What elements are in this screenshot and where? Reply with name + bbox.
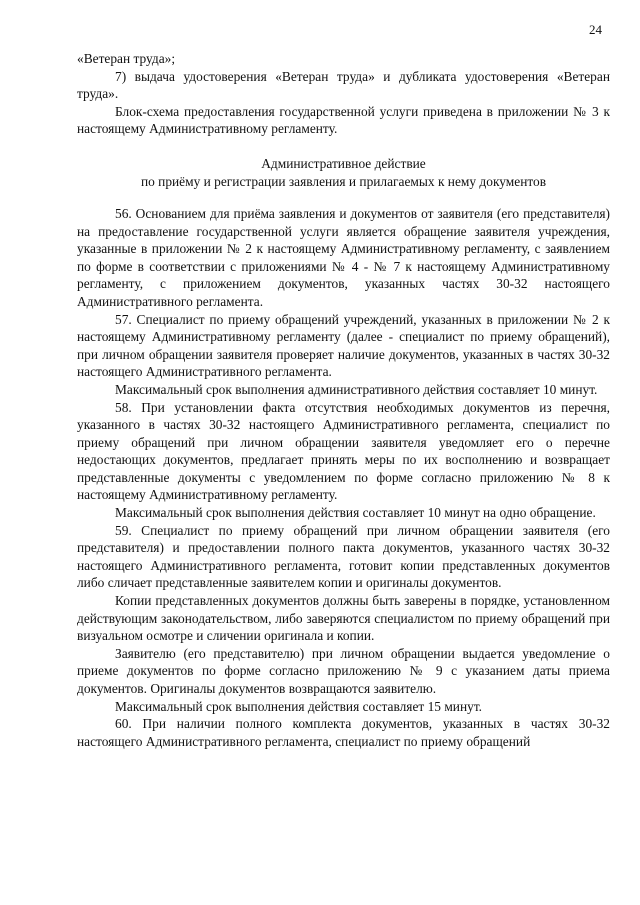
paragraph-58-time: Максимальный срок выполнения действия составляет 10 минут на одно обращение.	[115, 505, 596, 521]
section-title-line1: Административное действие	[261, 155, 426, 171]
paragraph-59-time: Максимальный срок выполнения действия составляет 15 минут.	[115, 698, 483, 714]
paragraph-57: 57. Специалист по приему обращений учреждений, указанных в приложении № 2 к настоящему Административному регламенту (далее - специалист по приему обращений), при личном обращении заявителя проверяет наличие документов, указанных в частях 30-32 настоящего Административного регламента.	[77, 311, 610, 380]
paragraph-59-copies: Копии представленных документов должны быть заверены в порядке, установленном действующим законодательством, либо заверяются специалистом по приему обращений при визуальном осмотре и сличении оригинала и копии.	[77, 593, 610, 644]
page-number: 24	[589, 22, 602, 37]
paragraph-57-time: Максимальный срок выполнения административного действия составляет 10 минут.	[115, 381, 598, 397]
section-title-line2: по приёму и регистрации заявления и прилагаемых к нему документов	[140, 173, 547, 189]
paragraph-59-notice: Заявителю (его представителю) при личном обращении выдается уведомление о приеме документов по форме согласно приложению № 9 с указанием даты приема документов. Оригиналы документов возвращаются заявителю.	[77, 645, 610, 696]
intro-block-scheme: Блок-схема предоставления государственной услуги приведена в приложении № 3 к настоящему Административному регламенту.	[77, 103, 610, 137]
paragraph-58: 58. При установлении факта отсутствия необходимых документов из перечня, указанного в частях 30-32 настоящего Административного регламента, специалист по приему обращений при личном обращении заявителя уведомляет его о перечне недостающих документов, предлагает принять меры по их восполнению и возвращает представленные документы с уведомлением по форме согласно приложению № 8 к настоящему Административному регламенту.	[77, 399, 610, 503]
document-body	[77, 50, 610, 750]
paragraph-56: 56. Основанием для приёма заявления и документов от заявителя (его представителя) на предоставление государственной услуги является обращение заявителя учреждения, указанные в приложении № 2 к настоящему Административному регламенту, с заявлением по форме в соответствии с приложениями № 4 - № 7 к настоящему Административному регламенту, с приложением документов, указанных частях 30-32 настоящего Административного регламента.	[77, 205, 610, 309]
intro-line-1: «Ветеран труда»;	[77, 51, 176, 66]
paragraph-60: 60. При наличии полного комплекта документов, указанных в частях 30-32 настоящего Административного регламента, специалист по приему обращений	[77, 716, 610, 749]
paragraph-59: 59. Специалист по приему обращений при личном обращении заявителя (его представителя) и предоставлении полного пакта документов, указанного частях 30-32 настоящего Административного регламента, готовит копии представленных документов либо сличает представленные заявителем копии и оригиналы документов.	[77, 522, 610, 591]
intro-item-7: 7) выдача удостоверения «Ветеран труда» и дубликата удостоверения «Ветеран труда».	[77, 68, 610, 102]
